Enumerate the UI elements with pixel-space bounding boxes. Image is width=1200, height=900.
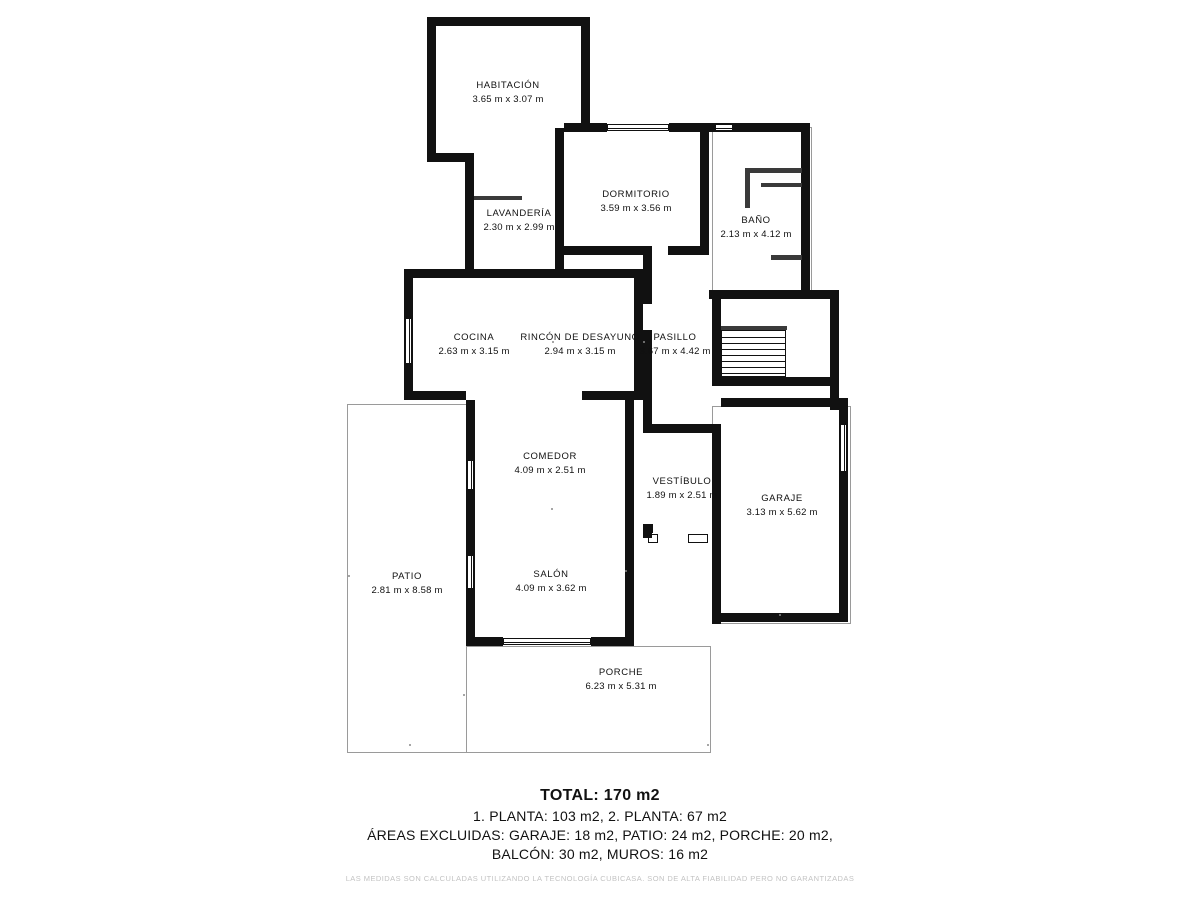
room-label-garaje [720,492,844,520]
wall-salon-right [625,400,634,646]
room-label-pasillo [627,331,723,359]
room-name: PASILLO [653,332,697,343]
room-label-salon [481,568,621,596]
room-dims: 3.65 m x 3.07 m [472,93,544,105]
window-salon-bottom [503,638,591,645]
wall-dormitorio-top-left [564,123,607,132]
room-dims: 2.30 m x 2.99 m [483,221,555,233]
room-name: PORCHE [598,667,644,678]
room-name: LAVANDERÍA [486,208,552,219]
wall-bano-partition-c [761,183,802,187]
room-name: VESTÍBULO [652,476,712,487]
room-dims: 3.13 m x 5.62 m [746,506,818,518]
plan-marker [463,694,465,696]
wall-vestibulo-right [712,424,721,624]
room-label-comedor [480,450,620,478]
room-label-dormitorio [566,188,706,216]
plan-marker [707,744,709,746]
window-salon-left-a [467,460,474,490]
wall-pasillo-right-edge [830,290,839,410]
room-name: SALÓN [533,569,569,580]
wall-bano-partition-d [771,255,802,260]
room-dims: 2.81 m x 8.58 m [371,584,443,596]
wall-dormitorio-bottom-right [668,246,709,255]
wall-bano-right [801,123,810,299]
wall-vestibulo-left-lower [643,524,652,538]
room-name: RINCÓN DE DESAYUNO [520,332,640,343]
total-area: TOTAL: 170 m2 [540,787,660,804]
room-name: DORMITORIO [602,189,670,200]
room-dims: 6.23 m x 5.31 m [585,680,657,692]
room-dims: 2.13 m x 4.12 m [720,228,792,240]
porche-outline [466,646,711,753]
room-label-habitacion [428,79,588,107]
wall-pasillo-right-top [712,290,839,299]
wall-bano-partition-b [745,168,750,208]
area-summary [0,787,1200,883]
plan-marker [551,508,553,510]
room-name: COCINA [453,332,495,343]
door-vestibulo-front [688,534,708,543]
wall-garaje-top [721,398,848,407]
floor-areas: 1. PLANTA: 103 m2, 2. PLANTA: 67 m2 [473,808,727,824]
room-name: COMEDOR [523,451,577,462]
room-name: BAÑO [741,215,771,226]
room-label-porche [549,666,693,694]
bano-outline [712,127,812,299]
disclaimer: LAS MEDIDAS SON CALCULADAS UTILIZANDO LA TECNOLOGÍA CUBICASA. SON DE ALTA FIABILIDAD PERO NO GARANTIZADAS [345,874,855,883]
wall-lavanderia-right [555,128,564,278]
window-bano-top [715,124,733,131]
room-dims: 4.09 m x 3.62 m [515,582,587,594]
wall-kitchen-bottom-right [582,391,643,400]
room-label-bano [696,214,816,242]
room-dims: 2.63 m x 3.15 m [438,345,510,357]
wall-salon-left [466,400,475,646]
room-name: HABITACIÓN [476,80,540,91]
room-dims: 3.67 m x 4.42 m [639,345,711,357]
wall-dormitorio-bottom [564,246,643,255]
room-name: PATIO [391,571,423,582]
room-dims: 1.89 m x 2.51 m [646,489,718,501]
wall-lavanderia-partition [474,196,522,200]
excluded-areas-line1: ÁREAS EXCLUIDAS: GARAJE: 18 m2, PATIO: 24 m2, PORCHE: 20 m2, [367,827,833,843]
wall-pasillo-bottom [712,377,839,386]
window-garaje-right [840,424,847,472]
wall-bano-partition-a [745,168,802,173]
wall-pasillo-left [643,246,652,304]
plan-marker [779,614,781,616]
wall-stair-top [721,326,787,330]
window-dormitorio-top [607,124,669,131]
wall-kitchen-bottom-left [404,391,466,400]
plan-marker [625,570,627,572]
room-name: GARAJE [761,493,803,504]
wall-habitacion-right [581,17,590,128]
excluded-areas-line2: BALCÓN: 30 m2, MUROS: 16 m2 [491,846,709,862]
wall-kitchen-top [404,269,643,278]
room-label-patio [347,570,467,598]
staircase [721,330,786,377]
room-dims: 2.94 m x 3.15 m [544,345,616,357]
wall-salon-bottom-right [591,637,634,646]
room-dims: 4.09 m x 2.51 m [514,464,586,476]
wall-vestibulo-top [643,424,721,433]
room-dims: 3.59 m x 3.56 m [600,202,672,214]
window-salon-left-b [467,555,474,589]
window-cocina-left [405,318,412,364]
plan-marker [409,744,411,746]
wall-salon-bottom-left [466,637,503,646]
wall-habitacion-top [427,17,590,26]
